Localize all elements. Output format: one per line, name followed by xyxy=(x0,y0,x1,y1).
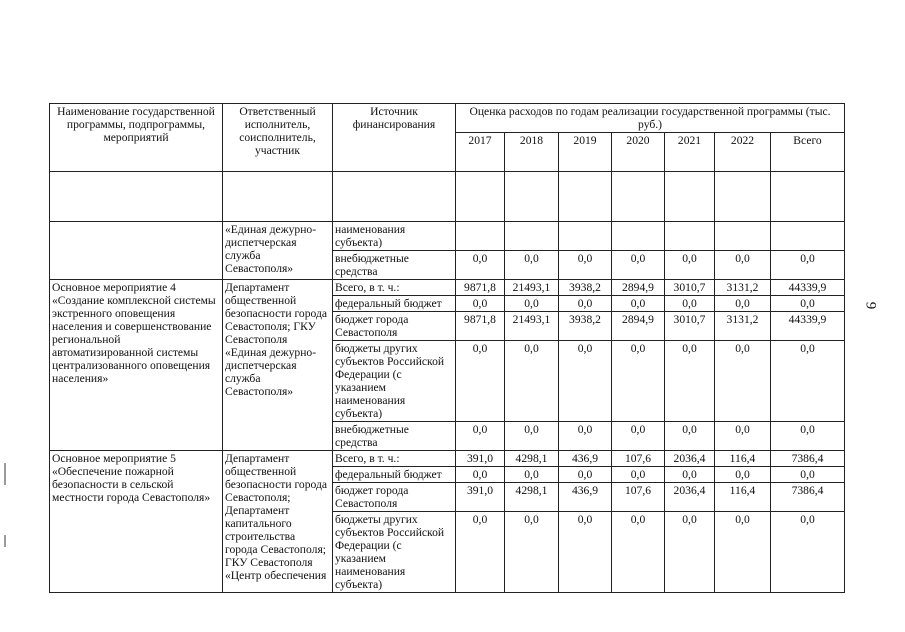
value-cell: 0,0 xyxy=(612,251,665,280)
value-cell: 0,0 xyxy=(771,467,845,483)
source-cell: бюджеты других субъектов Российской Федерации (с указанием наименования субъекта) xyxy=(333,512,456,593)
value-cell xyxy=(771,222,845,251)
table-row xyxy=(50,222,845,251)
value-cell: 0,0 xyxy=(665,512,715,593)
table-row xyxy=(50,451,845,467)
value-cell: 0,0 xyxy=(771,422,845,451)
measure-name-cell: Основное мероприятие 4 «Создание комплексной системы экстренного оповещения населения и совершенствование региональной автоматизированной системы централизованного оповещения населения» xyxy=(50,280,223,451)
value-cell: 7386,4 xyxy=(771,451,845,467)
value-cell: 0,0 xyxy=(715,251,771,280)
value-cell: 0,0 xyxy=(665,296,715,312)
value-cell: 0,0 xyxy=(559,251,612,280)
value-cell: 0,0 xyxy=(456,467,505,483)
source-cell: бюджет города Севастополя xyxy=(333,483,456,512)
value-cell: 0,0 xyxy=(456,341,505,422)
value-cell: 3010,7 xyxy=(665,280,715,296)
measure-name-cell: Основное мероприятие 5 «Обеспечение пожарной безопасности в сельской местности города Севастополя» xyxy=(50,451,223,593)
spacer-row xyxy=(50,172,845,222)
value-cell: 0,0 xyxy=(456,422,505,451)
value-cell: 0,0 xyxy=(715,422,771,451)
scan-mark xyxy=(4,463,6,485)
header-estimate: Оценка расходов по годам реализации государственной программы (тыс. руб.) xyxy=(456,104,845,133)
value-cell: 0,0 xyxy=(456,512,505,593)
value-cell xyxy=(559,222,612,251)
source-cell: бюджеты других субъектов Российской Федерации (с указанием наименования субъекта) xyxy=(333,341,456,422)
year-header: 2018 xyxy=(505,133,559,172)
value-cell: 0,0 xyxy=(559,467,612,483)
value-cell: 0,0 xyxy=(559,296,612,312)
source-cell: Всего, в т. ч.: xyxy=(333,451,456,467)
value-cell xyxy=(665,222,715,251)
value-cell: 0,0 xyxy=(559,422,612,451)
value-cell xyxy=(456,222,505,251)
table-row xyxy=(50,280,845,296)
value-cell xyxy=(715,222,771,251)
value-cell: 2036,4 xyxy=(665,483,715,512)
source-cell: Всего, в т. ч.: xyxy=(333,280,456,296)
value-cell: 0,0 xyxy=(665,467,715,483)
total-header: Всего xyxy=(771,133,845,172)
header-name: Наименование государственной программы, подпрограммы, мероприятий xyxy=(50,104,223,172)
value-cell: 0,0 xyxy=(559,512,612,593)
budget-table xyxy=(49,103,845,593)
value-cell: 2894,9 xyxy=(612,312,665,341)
year-header: 2017 xyxy=(456,133,505,172)
value-cell: 116,4 xyxy=(715,451,771,467)
value-cell: 0,0 xyxy=(612,467,665,483)
value-cell: 116,4 xyxy=(715,483,771,512)
value-cell: 0,0 xyxy=(665,251,715,280)
value-cell: 9871,8 xyxy=(456,280,505,296)
value-cell: 391,0 xyxy=(456,483,505,512)
value-cell: 0,0 xyxy=(612,296,665,312)
value-cell: 0,0 xyxy=(505,422,559,451)
value-cell: 0,0 xyxy=(665,422,715,451)
value-cell: 0,0 xyxy=(612,512,665,593)
value-cell: 0,0 xyxy=(771,512,845,593)
value-cell: 0,0 xyxy=(715,467,771,483)
value-cell: 9871,8 xyxy=(456,312,505,341)
value-cell: 4298,1 xyxy=(505,483,559,512)
header-row xyxy=(50,104,845,133)
value-cell: 3010,7 xyxy=(665,312,715,341)
header-source: Источник финансирования xyxy=(333,104,456,172)
value-cell: 0,0 xyxy=(665,341,715,422)
responsible-cell: «Единая дежурно-диспетчерская служба Севастополя» xyxy=(223,222,333,280)
value-cell: 0,0 xyxy=(771,251,845,280)
value-cell xyxy=(612,222,665,251)
value-cell: 7386,4 xyxy=(771,483,845,512)
year-header: 2020 xyxy=(612,133,665,172)
value-cell: 44339,9 xyxy=(771,312,845,341)
source-cell: федеральный бюджет xyxy=(333,296,456,312)
value-cell: 0,0 xyxy=(612,341,665,422)
value-cell: 0,0 xyxy=(456,296,505,312)
source-cell: внебюджетные средства xyxy=(333,251,456,280)
header-responsible: Ответственный исполнитель, соисполнитель, участник xyxy=(223,104,333,172)
value-cell: 2894,9 xyxy=(612,280,665,296)
value-cell: 0,0 xyxy=(456,251,505,280)
value-cell xyxy=(505,222,559,251)
responsible-cell: Департамент общественной безопасности города Севастополя; ГКУ Севастополя «Единая дежурно-диспетчерская служба Севастополя» xyxy=(223,280,333,451)
year-header: 2022 xyxy=(715,133,771,172)
value-cell: 3131,2 xyxy=(715,280,771,296)
scan-mark xyxy=(4,535,6,547)
value-cell: 107,6 xyxy=(612,483,665,512)
value-cell: 3131,2 xyxy=(715,312,771,341)
value-cell: 4298,1 xyxy=(505,451,559,467)
value-cell: 44339,9 xyxy=(771,280,845,296)
value-cell: 0,0 xyxy=(559,341,612,422)
source-cell: внебюджетные средства xyxy=(333,422,456,451)
value-cell: 0,0 xyxy=(771,296,845,312)
value-cell: 0,0 xyxy=(505,467,559,483)
measure-name-cell xyxy=(50,222,223,280)
value-cell: 0,0 xyxy=(715,341,771,422)
value-cell: 0,0 xyxy=(715,296,771,312)
value-cell: 21493,1 xyxy=(505,312,559,341)
value-cell: 0,0 xyxy=(505,251,559,280)
value-cell: 0,0 xyxy=(715,512,771,593)
value-cell: 0,0 xyxy=(612,422,665,451)
value-cell: 0,0 xyxy=(771,341,845,422)
source-cell: федеральный бюджет xyxy=(333,467,456,483)
year-header: 2019 xyxy=(559,133,612,172)
value-cell: 436,9 xyxy=(559,483,612,512)
value-cell: 391,0 xyxy=(456,451,505,467)
value-cell: 21493,1 xyxy=(505,280,559,296)
value-cell: 107,6 xyxy=(612,451,665,467)
source-cell: бюджет города Севастополя xyxy=(333,312,456,341)
value-cell: 0,0 xyxy=(505,296,559,312)
value-cell: 0,0 xyxy=(505,512,559,593)
value-cell: 436,9 xyxy=(559,451,612,467)
value-cell: 2036,4 xyxy=(665,451,715,467)
source-cell: наименования субъекта) xyxy=(333,222,456,251)
year-header: 2021 xyxy=(665,133,715,172)
value-cell: 3938,2 xyxy=(559,280,612,296)
responsible-cell: Департамент общественной безопасности города Севастополя; Департамент капитального строительства города Севастополя; ГКУ Севастополя «Центр обеспечения xyxy=(223,451,333,593)
page-number: 9 xyxy=(862,301,879,310)
value-cell: 0,0 xyxy=(505,341,559,422)
value-cell: 3938,2 xyxy=(559,312,612,341)
